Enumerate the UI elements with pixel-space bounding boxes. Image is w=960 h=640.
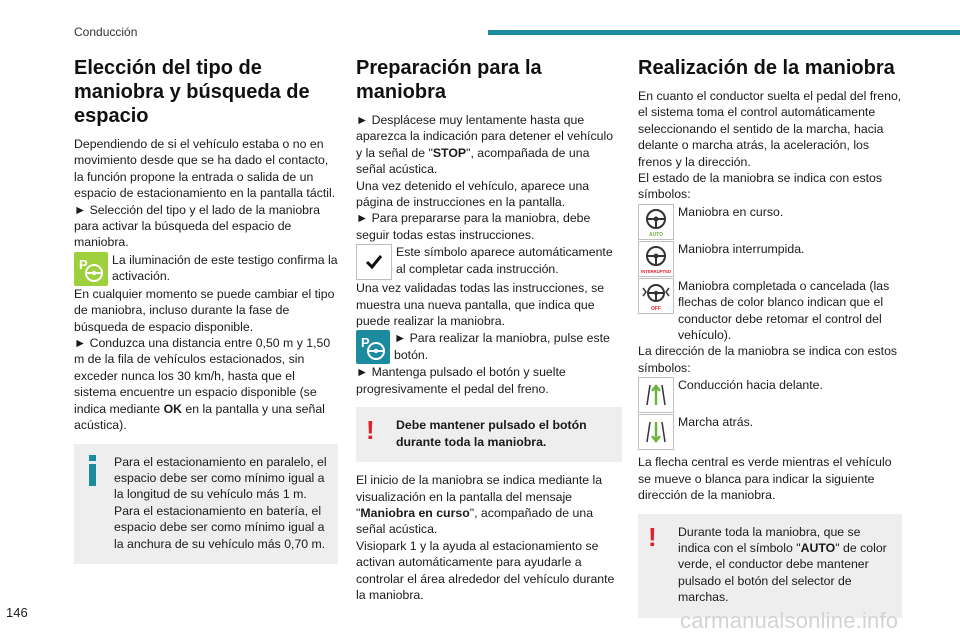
column-1 — [74, 56, 338, 564]
paragraph: Dependiendo de si el vehículo estaba o no en movimiento desde que se ha dado el contacto, la función propone la entrada o salida de un espacio de estacionamiento en la pantalla táctil. — [74, 137, 336, 201]
info-box-space-size — [74, 444, 338, 564]
info-paragraph: Para el estacionamiento en batería, el espacio debe ser como mínimo igual a la anchura de su vehículo más 0,70 m. — [114, 503, 326, 551]
direction-description: Conducción hacia delante. — [678, 378, 823, 393]
icon-row-activation — [74, 252, 338, 286]
paragraph: Una vez detenido el vehículo, aparece una página de instrucciones en la pantalla. — [356, 178, 590, 210]
checkmark-icon — [356, 244, 392, 280]
reverse-arrow-icon — [638, 414, 674, 450]
watermark: carmanualsonline.info — [680, 608, 899, 633]
icon-description: La iluminación de este testigo confirma la activación. — [112, 252, 338, 284]
status-row-off — [638, 278, 902, 344]
paragraph: En cualquier momento se puede cambiar el tipo de maniobra, incluso durante la fase de búsqueda de espacio disponible. — [74, 286, 335, 334]
column-2 — [356, 56, 622, 603]
warning-text: Debe mantener pulsado el botón durante toda la maniobra. — [396, 418, 587, 449]
svg-text:P: P — [361, 335, 370, 351]
svg-text:P: P — [79, 256, 88, 272]
info-icon — [84, 454, 106, 552]
paragraph: ► Para prepararse para la maniobra, debe seguir todas estas instrucciones. — [356, 211, 591, 242]
info-paragraph: Para el estacionamiento en paralelo, el espacio debe ser como mínimo igual a la longitud de su vehículo más 1 m. — [114, 454, 327, 502]
warning-text: Durante toda la maniobra, que se indica con el símbolo "AUTO" de color verde, el conductor debe mantener pulsado el botón del selector de marchas. — [678, 524, 887, 605]
direction-description: Marcha atrás. — [678, 415, 754, 430]
icon-description: ► Para realizar la maniobra, pulse este botón. — [394, 331, 610, 362]
paragraph: Una vez validadas todas las instrucciones, se muestra una nueva pantalla, que indica que puede realizar la maniobra. — [356, 281, 605, 329]
svg-text:AUTO: AUTO — [648, 231, 664, 238]
warning-icon: ! — [366, 415, 375, 446]
paragraph: La dirección de la maniobra se indica con estos símbolos: — [638, 344, 898, 375]
status-description: Maniobra en curso. — [678, 204, 784, 219]
column-3 — [638, 56, 902, 618]
page-number: 146 — [6, 605, 28, 620]
svg-text:OFF: OFF — [651, 305, 661, 312]
park-assist-button-icon — [356, 330, 390, 364]
svg-text:INTERRUPTED: INTERRUPTED — [641, 268, 671, 274]
direction-row-forward — [638, 377, 902, 413]
paragraph: En cuanto el conductor suelta el pedal del freno, el sistema toma el control automáticamente seleccionando el sentido de la marcha, hacia delante o marcha atrás, la aceleración, los frenos y la dirección. — [638, 89, 902, 169]
icon-row-park-button — [356, 330, 622, 364]
warning-icon: ! — [648, 521, 657, 552]
steering-wheel-interrupted-icon — [638, 241, 674, 277]
status-description: Maniobra completada o cancelada (las flechas de color blanco indican que el conductor debe retomar el control del vehículo). — [678, 278, 890, 343]
status-description: Maniobra interrumpida. — [678, 241, 805, 256]
heading-preparation: Preparación para la maniobra — [356, 57, 542, 103]
paragraph: El inicio de la maniobra se indica mediante la visualización en la pantalla del mensaje "Maniobra en curso", acompañado de una señal acústica. — [356, 473, 603, 537]
paragraph: Visiopark 1 y la ayuda al estacionamiento se activan automáticamente para ayudarle a controlar el área alrededor del vehículo durante la maniobra. — [356, 538, 615, 602]
header-accent-bar — [488, 30, 960, 35]
direction-row-reverse — [638, 414, 902, 450]
forward-arrow-icon — [638, 377, 674, 413]
paragraph: El estado de la maniobra se indica con estos símbolos: — [638, 171, 883, 202]
paragraph: ► Mantenga pulsado el botón y suelte progresivamente el pedal del freno. — [356, 365, 566, 396]
steering-wheel-auto-icon — [638, 204, 674, 240]
park-assist-green-icon — [74, 252, 108, 286]
warning-box-hold-button — [356, 407, 622, 462]
paragraph: ► Selección del tipo y el lado de la maniobra para activar la búsqueda del espacio de maniobra. — [74, 202, 320, 250]
heading-maneuver-selection: Elección del tipo de maniobra y búsqueda de espacio — [74, 57, 310, 127]
icon-description: Este símbolo aparece automáticamente al completar cada instrucción. — [396, 245, 613, 276]
paragraph: La flecha central es verde mientras el vehículo se mueve o blanca para indicar la siguiente dirección de la maniobra. — [638, 455, 892, 503]
warning-box-auto-symbol — [638, 514, 902, 618]
header-section-title: Conducción — [74, 25, 138, 39]
status-row-auto — [638, 204, 902, 240]
steering-wheel-off-icon — [638, 278, 674, 314]
icon-row-checkmark — [356, 244, 622, 280]
heading-execution: Realización de la maniobra — [638, 57, 895, 79]
paragraph: ► Desplácese muy lentamente hasta que aparezca la indicación para detener el vehículo y la señal de "STOP", acompañada de una señal acústica. — [356, 113, 614, 177]
paragraph: ► Conduzca una distancia entre 0,50 m y 1,50 m de la fila de vehículos estacionados, sin exceder nunca los 30 km/h, hasta que el sistema encuentre un espacio disponible (se indica mediante OK en la pantalla y una señal acústica). — [74, 336, 331, 433]
status-row-interrupted — [638, 241, 902, 277]
